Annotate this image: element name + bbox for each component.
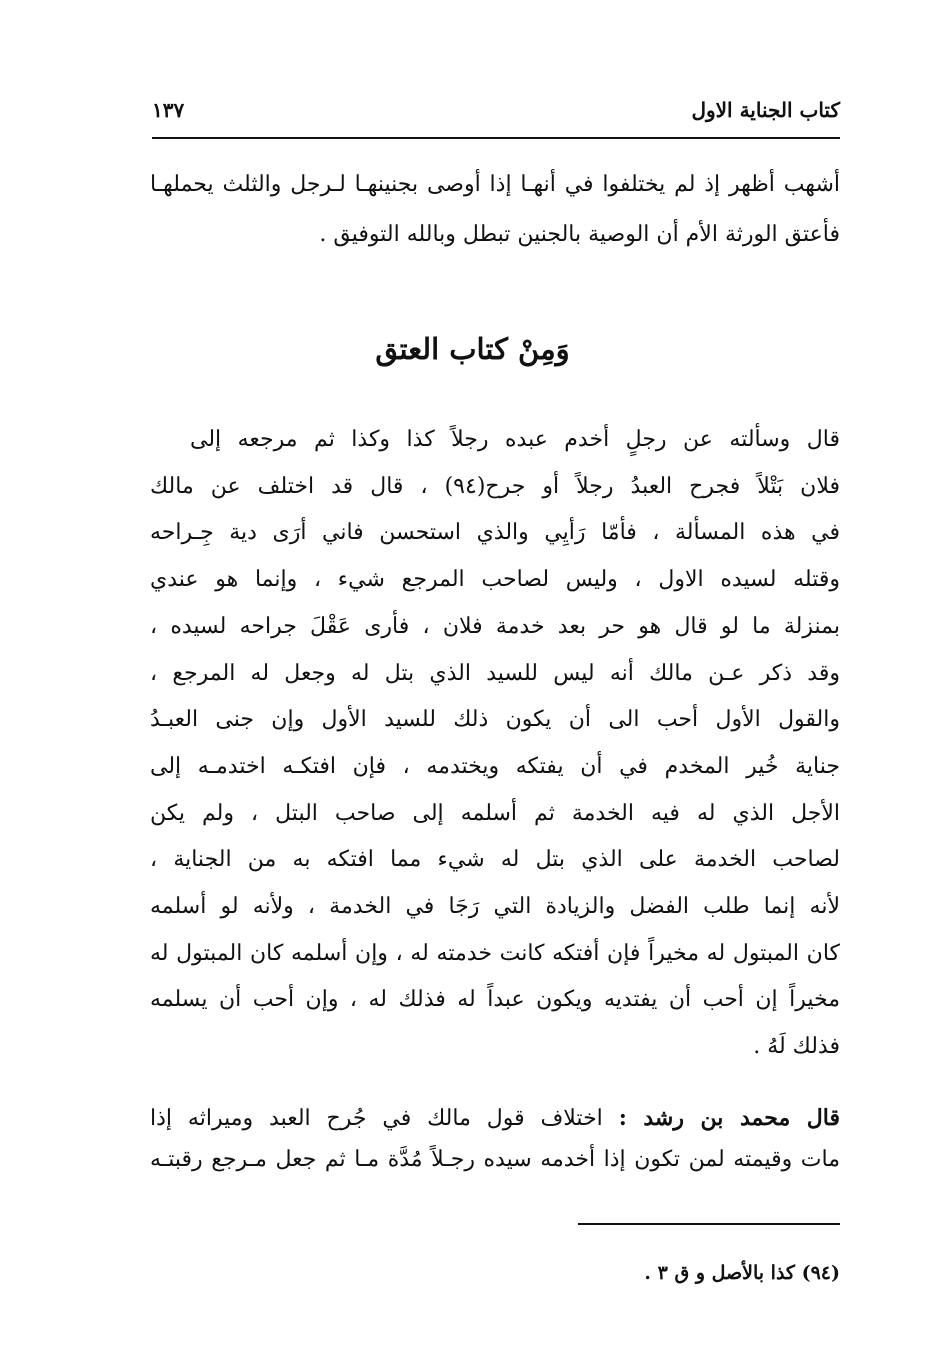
speaker-label: قال محمد بن رشد : — [618, 1105, 840, 1131]
running-title: كتاب الجناية الاول — [691, 98, 840, 122]
paragraph2-line: بمنزلة ما لو قال هو حر بعد خدمة فلان ، فأرى عَقْلَ جراحه لسيده ، — [150, 613, 840, 639]
paragraph2-line: مخيراً إن أحب أن يفتديه ويكون عبداً له فذلك له ، وإن أحب أن يسلمه — [150, 987, 840, 1013]
footnote-rule — [578, 1223, 840, 1225]
paragraph1-line: أشهب أظهر إذ لم يختلفوا في أنهـا إذا أوصى بجنينهـا لـرجل والثلث يحملهـا — [150, 172, 840, 197]
paragraph2-line: فلان بَتْلاً فجرح العبدُ رجلاً أو جرح(٩٤) ، قال قد اختلف عن مالك — [150, 473, 840, 499]
paragraph2-line: فذلك لَهُ . — [753, 1034, 840, 1060]
paragraph2-line: قال وسألته عن رجلٍ أخدم عبده رجلاً كذا وكذا ثم مرجعه إلى — [190, 427, 840, 452]
page-number: ١٣٧ — [152, 98, 185, 122]
paragraph2-line: لأنه إنما طلب الفضل والزيادة التي رَجَا في الخدمة ، ولأنه لو أسلمه — [150, 894, 840, 919]
paragraph2-line: وقد ذكر عـن مالك أنه ليس للسيد الذي بتل له وجعل له المرجع ، — [150, 660, 840, 686]
footnote: (٩٤) كذا بالأصل و ق ٣ . — [644, 1262, 840, 1284]
paragraph3-text: اختلاف قول مالك في جُرح العبد وميراثه إذا — [150, 1106, 603, 1131]
paragraph2-line: الأجل الذي له فيه الخدمة ثم أسلمه إلى صاحب البتل ، ولم يكن — [150, 800, 840, 826]
paragraph2-line: في هذه المسألة ، فأمّا رَأيِي والذي استحسن فاني أرَى دية جِـراحه — [150, 520, 840, 546]
section-heading: وَمِنْ كتاب العتق — [375, 332, 570, 366]
paragraph2-line: وقتله لسيده الاول ، وليس لصاحب المرجع شيء ، وإنما هو عندي — [150, 567, 840, 593]
paragraph3-line: مات وقيمته لمن تكون إذا أخدمه سيده رجـلاً مُدَّة مـا ثم جعل مـرجع رقبتـه — [150, 1147, 840, 1172]
paragraph1-line: فأعتق الورثة الأم أن الوصية بالجنين تبطل وبالله التوفيق . — [319, 222, 840, 247]
paragraph2-line: لصاحب الخدمة على الذي بتل له شيء مما افتكه به من الجناية ، — [150, 847, 840, 873]
paragraph2-line: جناية خُير المخدم في أن يفتكه ويختدمه ، فإن افتكـه اختدمـه إلى — [150, 753, 840, 779]
paragraph2-line: كان المبتول له مخيراً فإن أفتكه كانت خدمته له ، وإن أسلمه كان المبتول له — [150, 940, 840, 966]
paragraph3-line — [150, 1103, 840, 1134]
paragraph2-line: والقول الأول أحب الى أن يكون ذلك للسيد الأول وإن جنى العبـدُ — [150, 707, 840, 733]
header-rule — [152, 137, 840, 139]
